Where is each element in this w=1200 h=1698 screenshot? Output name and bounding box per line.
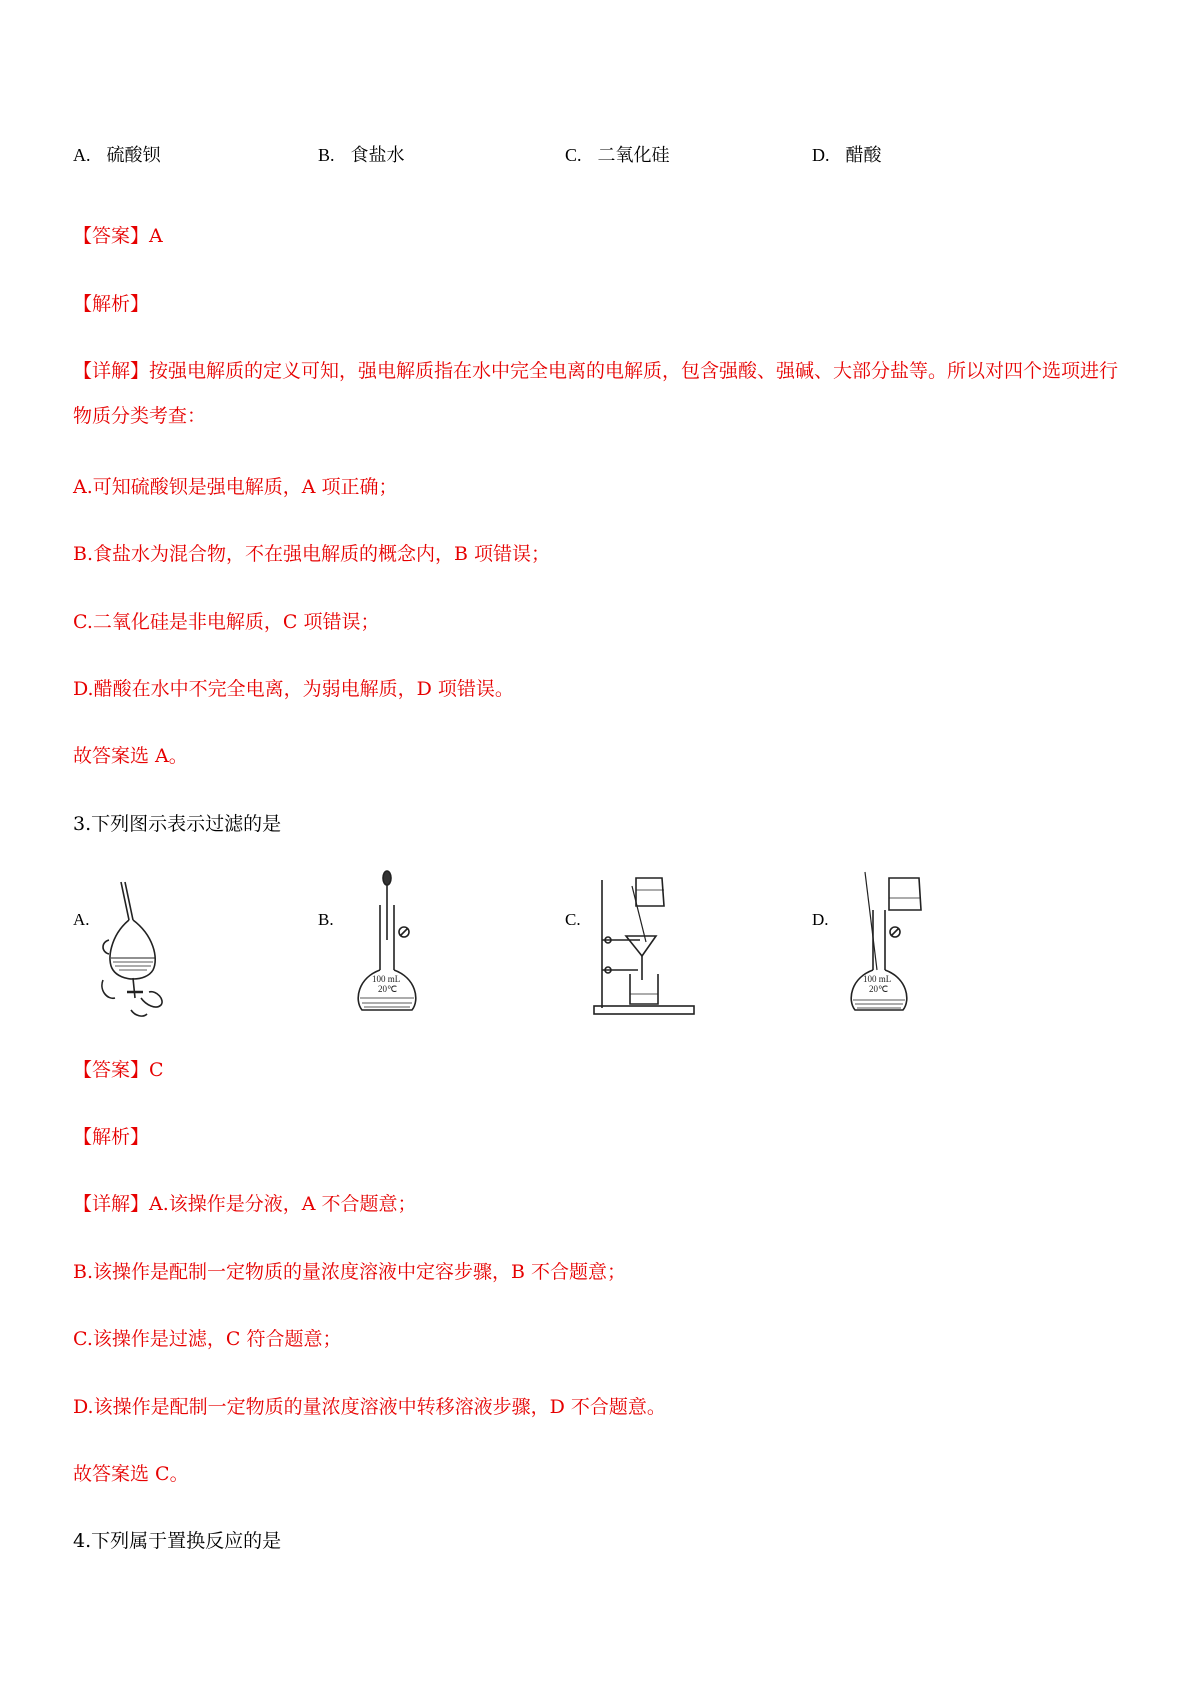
- option-letter: D.: [812, 910, 829, 929]
- q3-stem: 3.下列图示表示过滤的是: [73, 813, 282, 835]
- q2-line-c: C.二氧化硅是非电解质，C 项错误；: [73, 611, 380, 633]
- option-text: 食盐水: [350, 145, 405, 166]
- q3-line-b: B.该操作是配制一定物质的量浓度溶液中定容步骤，B 不合题意；: [73, 1261, 627, 1283]
- volumetric-flask-transfer-icon: [837, 870, 937, 1020]
- option-letter: B.: [318, 910, 334, 929]
- option-a: [73, 141, 161, 170]
- q4-stem: 4.下列属于置换反应的是: [73, 1530, 282, 1552]
- figure-option-a: [73, 880, 273, 1020]
- option-letter: D.: [812, 145, 830, 165]
- q2-line-d: D.醋酸在水中不完全电离，为弱电解质，D 项错误。: [73, 678, 514, 700]
- option-d: [812, 141, 882, 170]
- flask-volume-label: 100 mL: [863, 974, 892, 984]
- flask-temp-label: 20℃: [869, 984, 889, 994]
- option-letter: C.: [565, 910, 581, 929]
- q2-line-a: A.可知硫酸钡是强电解质，A 项正确；: [73, 476, 398, 498]
- flask-volume-label: 100 mL: [372, 974, 401, 984]
- filtration-apparatus-icon: [590, 870, 700, 1020]
- option-b: [318, 141, 405, 170]
- q2-analysis-label: 【解析】: [73, 293, 150, 315]
- q3-analysis-label: 【解析】: [73, 1126, 150, 1148]
- option-letter: A.: [73, 145, 91, 165]
- figure-option-d: [812, 880, 1012, 1020]
- volumetric-flask-dropper-icon: [348, 870, 428, 1020]
- q2-line-b: B.食盐水为混合物，不在强电解质的概念内，B 项错误；: [73, 543, 551, 565]
- option-text: 硫酸钡: [106, 145, 161, 166]
- option-c: [565, 141, 670, 170]
- q3-line-d: D.该操作是配制一定物质的量浓度溶液中转移溶液步骤，D 不合题意。: [73, 1396, 666, 1418]
- q3-line-c: C.该操作是过滤，C 符合题意；: [73, 1328, 342, 1350]
- option-text: 醋酸: [845, 145, 882, 166]
- option-letter: B.: [318, 145, 335, 165]
- flask-temp-label: 20℃: [378, 984, 398, 994]
- option-letter: A.: [73, 910, 90, 929]
- q2-answer: 【答案】A: [73, 225, 163, 247]
- q3-conclusion: 故答案选 C。: [73, 1463, 189, 1485]
- q2-conclusion: 故答案选 A。: [73, 745, 188, 767]
- q3-answer: 【答案】C: [73, 1059, 164, 1081]
- q2-detail: 【详解】按强电解质的定义可知，强电解质指在水中完全电离的电解质，包含强酸、强碱、大部分盐等。所以对四个选项进行物质分类考查：: [73, 360, 1119, 427]
- separatory-funnel-icon: [101, 880, 171, 1020]
- option-text: 二氧化硅: [597, 145, 670, 166]
- figure-option-b: [318, 880, 518, 1020]
- q3-line-a: 【详解】A.该操作是分液，A 不合题意；: [73, 1193, 417, 1215]
- figure-option-c: [565, 880, 765, 1020]
- option-letter: C.: [565, 145, 582, 165]
